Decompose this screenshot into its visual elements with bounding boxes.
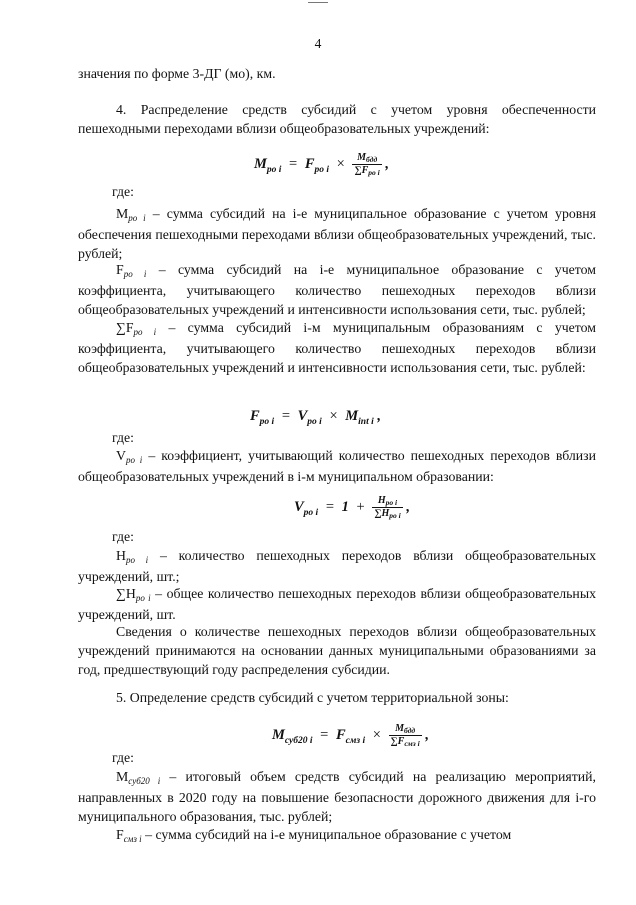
formula-4-fraction: $\frac{M_{бдд}}{\sum F_{смз i}}$: [390, 723, 420, 748]
formula-1: $M_{po i} = F_{po i}$ × $\frac{M_{бдд}}{\sum F_{po i}}$ ,: [254, 152, 390, 177]
definition-sum-h-po: $\sum H_{po i}$ – общее количество пешеходных переходов вблизи общеобразовательных учреждений, шт.: [78, 586, 596, 622]
where-label-4: где:: [112, 750, 134, 765]
where-label-3: где:: [112, 529, 134, 544]
definition-f-smz: $F_{смз i}$ – сумма субсидий на i-е муниципальное образование с учетом: [116, 827, 512, 844]
section-5-heading: 5. Определение средств субсидий с учетом территориальной зоны:: [116, 690, 509, 705]
section-4-heading: 4. Распределение средств субсидий с учетом уровня обеспеченности пешеходными переходами вблизи общеобразовательных учреждений:: [78, 102, 596, 136]
definition-m-po: $M_{po i}$ – сумма субсидий на i-е муниципальное образование с учетом уровня обеспечения пешеходными переходами вблизи общеобразовательных учреждений, тыс. рублей;: [78, 206, 596, 261]
line-top: значения по форме 3-ДГ (мо), км.: [78, 66, 276, 81]
scan-mark: [308, 0, 328, 3]
page-number: 4: [314, 36, 322, 51]
definition-v-po: $V_{po i}$ – коэффициент, учитывающий количество пешеходных переходов вблизи общеобразовательных учреждений в i-м муниципальном образовании:: [78, 448, 596, 484]
formula-3-fraction: $\frac{H_{po i}}{\sum H_{po i}}$: [374, 495, 401, 520]
definition-m-sub20: $M_{суб20 i}$ – итоговый объем средств субсидий на реализацию мероприятий, направленных в 2020 году на повышение безопасности дорожного движения для i-го муниципального образования, тыс. рублей;: [78, 769, 596, 824]
where-label-2: где:: [112, 430, 134, 445]
formula-4: $M_{суб20 i} = F_{смз i}$ × $\frac{M_{бдд}}{\sum F_{смз i}}$ ,: [272, 723, 429, 748]
definition-h-po: $H_{po i}$ – количество пешеходных переходов вблизи общеобразовательных учреждений, шт.;: [78, 548, 596, 584]
definition-f-po: $F_{po i}$ – сумма субсидий на i-е муниципальное образование с учетом коэффициента, учитывающего количество пешеходных переходов вблизи общеобразовательных учреждений и интенсивности использования сети, тыс. рублей;: [78, 262, 596, 317]
formula-1-fraction: $\frac{M_{бдд}}{\sum F_{po i}}$: [354, 152, 380, 177]
where-label-1: где:: [112, 184, 134, 199]
info-paragraph: Сведения о количестве пешеходных переходов вблизи общеобразовательных учреждений принимаются на основании данных муниципальными образованиями за год, предшествующий году распределения субсидии.: [78, 624, 596, 677]
definition-sum-f-po: $\sum F_{po i}$ – сумма субсидий i-м муниципальным образованиям с учетом коэффициента, учитывающего количество пешеходных переходов вблизи общеобразовательных учреждений и интенсивности использования сети, тыс. рублей:: [78, 320, 596, 375]
formula-3: $V_{po i} = 1$ + $\frac{H_{po i}}{\sum H_{po i}}$ ,: [294, 495, 410, 520]
formula-2: $F_{po i} = V_{po i} \times M_{int i}$ ,: [250, 408, 381, 427]
